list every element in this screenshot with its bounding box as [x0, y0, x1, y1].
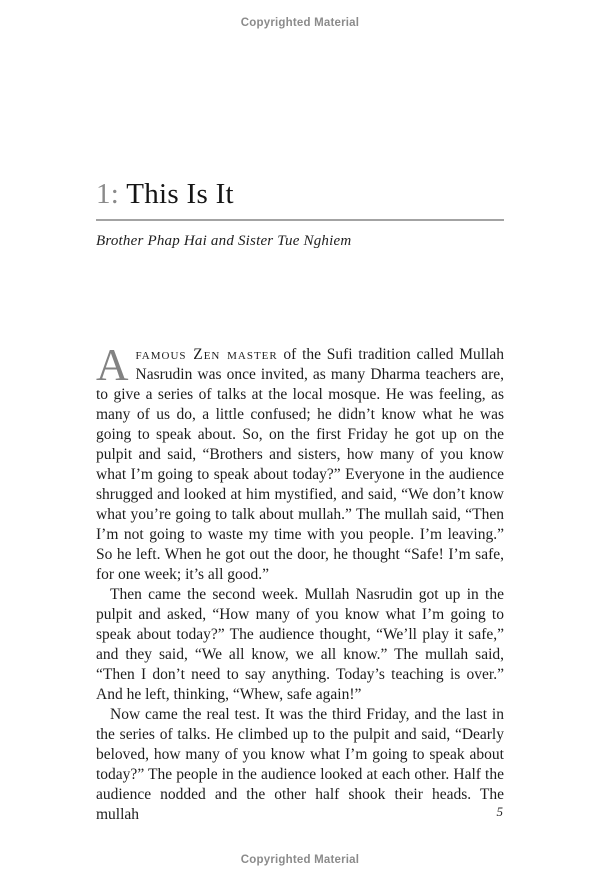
chapter-title: This Is It — [119, 178, 234, 210]
paragraph-1-text: of the Sufi tradition called Mullah Nasrudin was once invited, as many Dharma teachers are, to give a series of talks at the local mosque. He was feeling, as many of us do, a little confused; he didn’t know what he was going to speak about. So, on the first Friday he got up on the pulpit and said, “Brothers and sisters, how many of you know what I’m going to speak about today?” Everyone in the audience shrugged and looked at him mystified, and said, “We don’t know what you’re going to talk about mullah.” The mullah said, “Then I’m not going to waste my time with you people. I’m leaving.” So he left. When he got out the door, he thought “Safe! I’m safe, for one week; it’s all good.” — [96, 346, 504, 583]
copyrighted-material-banner-bottom: Copyrighted Material — [240, 854, 360, 866]
body-paragraph-3: Now came the real test. It was the third Friday, and the last in the series of talks. He climbed up to the pulpit and said, “Dearly beloved, how many of you know what I’m going to speak about today?” The people in the audience looked at each other. Half the audience nodded and the other half shook their heads. The mullah — [96, 706, 504, 823]
chapter-number: 1: — [96, 178, 120, 210]
body-paragraph-2: Then came the second week. Mullah Nasrudin got up in the pulpit and asked, “How many of you know what I’m going to speak about today?” The audience thought, “We’ll play it safe,” and they said, “We all know, we all know.” The mullah said, “Then I don’t need to say anything. Today’s teaching is over.” And he left, thinking, “Whew, safe again!” — [96, 586, 504, 703]
copyrighted-material-banner-top: Copyrighted Material — [240, 17, 360, 29]
chapter-heading — [96, 178, 234, 211]
body-text-block — [96, 340, 504, 825]
body-paragraph-1 — [96, 340, 504, 585]
heading-rule — [96, 219, 504, 221]
page-number: 5 — [496, 804, 503, 819]
drop-cap: A — [96, 340, 129, 390]
small-caps-lead: famous Zen master — [135, 346, 278, 363]
authors-byline: Brother Phap Hai and Sister Tue Nghiem — [96, 233, 352, 249]
